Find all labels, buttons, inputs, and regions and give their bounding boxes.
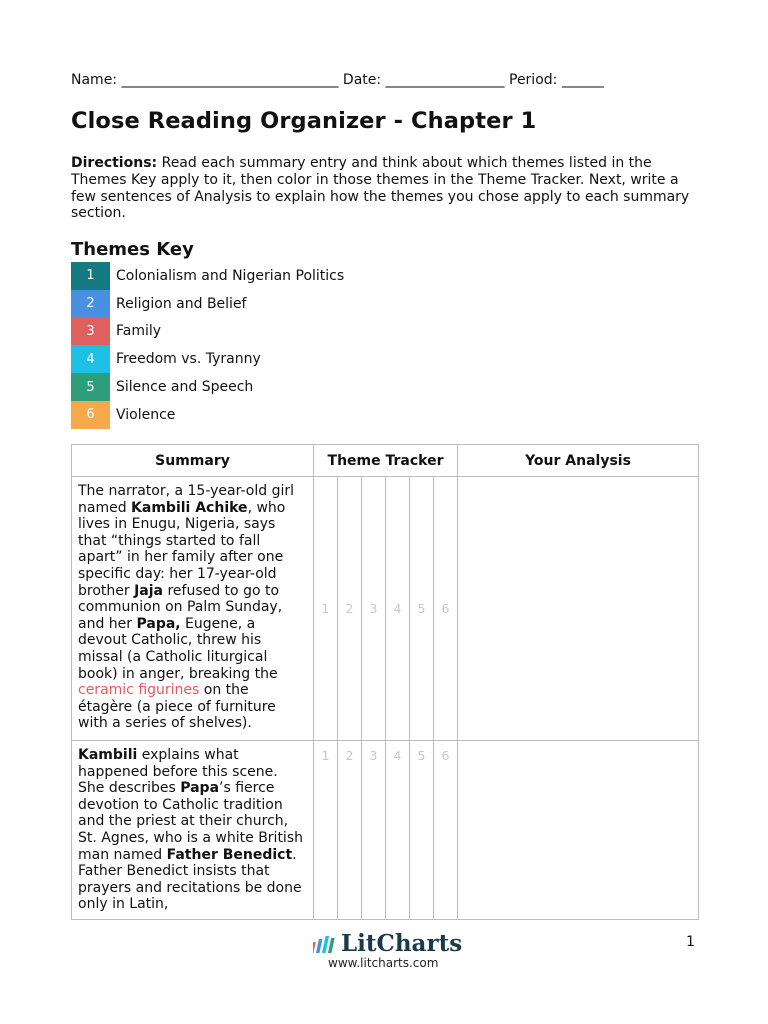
theme-tracker-cell-2 [314, 741, 458, 920]
tracker-slot-6[interactable] [433, 741, 457, 919]
tracker-slot-5[interactable] [409, 741, 433, 919]
page-number: 1 [686, 934, 695, 950]
themes-key-heading: Themes Key [71, 239, 194, 260]
themes-key [71, 262, 471, 429]
symbol-highlight: ceramic figurines [78, 682, 200, 699]
page-title: Close Reading Organizer - Chapter 1 [71, 108, 537, 134]
analysis-column-header: Your Analysis [458, 445, 699, 477]
footer-url[interactable]: www.litcharts.com [328, 956, 439, 970]
tracker-column-header: Theme Tracker [314, 445, 458, 477]
tracker-number: 5 [417, 601, 426, 616]
tracker-slot-1[interactable] [314, 477, 337, 740]
analysis-cell-1[interactable] [458, 477, 699, 741]
theme-row-6 [71, 401, 471, 429]
directions-text: Read each summary entry and think about which themes listed in the Themes Key apply to it, then color in those themes in the Theme Tracker. Next, write a few sentences of Analysis to explain how the themes you chose apply to each summary section. [71, 155, 690, 222]
table-row [72, 477, 699, 741]
summary-text: The narrator, a 15-year-old girl named [78, 483, 295, 516]
theme-row-2 [71, 290, 471, 318]
summary-text: on the étagère (a piece of furniture with a series of shelves). [78, 682, 276, 732]
theme-label-5: Silence and Speech [116, 379, 254, 396]
directions [71, 155, 701, 222]
table-row [72, 741, 699, 920]
character-name: Papa [180, 780, 220, 797]
theme-label-6: Violence [116, 406, 176, 423]
theme-row-1 [71, 262, 471, 290]
character-name: Kambili Achike [131, 499, 248, 516]
tracker-number: 4 [393, 601, 402, 616]
theme-row-5 [71, 373, 471, 401]
table-header-row [72, 445, 699, 477]
character-name: Jaja [134, 582, 163, 599]
tracker-slot-2[interactable] [337, 741, 361, 919]
theme-label-4: Freedom vs. Tyranny [116, 351, 261, 368]
summary-cell-2 [72, 741, 314, 920]
theme-swatch-5: 5 [71, 373, 110, 401]
summary-cell-1 [72, 477, 314, 741]
tracker-number: 4 [393, 748, 402, 763]
theme-swatch-3: 3 [71, 318, 110, 346]
tracker-slot-3[interactable] [361, 477, 385, 740]
tracker-number: 3 [369, 601, 378, 616]
tracker-number: 1 [321, 748, 330, 763]
tracker-number: 6 [441, 748, 450, 763]
tracker-slot-1[interactable] [314, 741, 337, 919]
summary-text: Eugene, a devout Catholic, threw his missal (a Catholic liturgical book) in anger, breaking the [78, 615, 278, 682]
tracker-slot-2[interactable] [337, 477, 361, 740]
summary-text: refused to go to communion on Palm Sunday, and her [78, 582, 283, 632]
directions-label: Directions: [71, 155, 158, 171]
summary-text: ’s fierce devotion to Catholic tradition and the priest at their church, St. Agnes, who is a white British man named [78, 780, 303, 863]
litcharts-bars-icon [313, 934, 337, 954]
tracker-slot-5[interactable] [409, 477, 433, 740]
character-name: Kambili [78, 747, 138, 763]
litcharts-logo[interactable] [313, 930, 462, 957]
tracker-number: 1 [321, 601, 330, 616]
theme-row-4 [71, 345, 471, 373]
character-name: Papa, [136, 615, 181, 632]
tracker-number: 2 [345, 601, 354, 616]
student-info-line: Name: _______________________________ Date: _________________ Period: ______ [71, 72, 604, 88]
tracker-slot-6[interactable] [433, 477, 457, 740]
summary-column-header: Summary [72, 445, 314, 477]
summary-text: explains what happened before this scene. She describes [78, 747, 278, 797]
analysis-cell-2[interactable] [458, 741, 699, 920]
tracker-number: 3 [369, 748, 378, 763]
theme-label-3: Family [116, 323, 162, 340]
tracker-slot-3[interactable] [361, 741, 385, 919]
theme-tracker-cell-1 [314, 477, 458, 741]
tracker-number: 6 [441, 601, 450, 616]
theme-swatch-1: 1 [71, 262, 110, 290]
theme-swatch-2: 2 [71, 290, 110, 318]
theme-label-1: Colonialism and Nigerian Politics [116, 267, 345, 284]
summary-text: . Father Benedict insists that prayers and recitations be done only in Latin, [78, 846, 302, 913]
tracker-slot-4[interactable] [385, 477, 409, 740]
tracker-slot-4[interactable] [385, 741, 409, 919]
theme-swatch-6: 6 [71, 401, 110, 429]
litcharts-wordmark: LitCharts [341, 930, 463, 957]
tracker-number: 2 [345, 748, 354, 763]
organizer-table [71, 444, 699, 920]
theme-swatch-4: 4 [71, 345, 110, 373]
summary-text: , who lives in Enugu, Nigeria, says that “things started to fall apart” in her family after one specific day: her 17-year-old brother [78, 499, 286, 599]
theme-label-2: Religion and Belief [116, 295, 247, 312]
theme-row-3 [71, 318, 471, 346]
character-name: Father Benedict [166, 846, 293, 863]
tracker-number: 5 [417, 748, 426, 763]
